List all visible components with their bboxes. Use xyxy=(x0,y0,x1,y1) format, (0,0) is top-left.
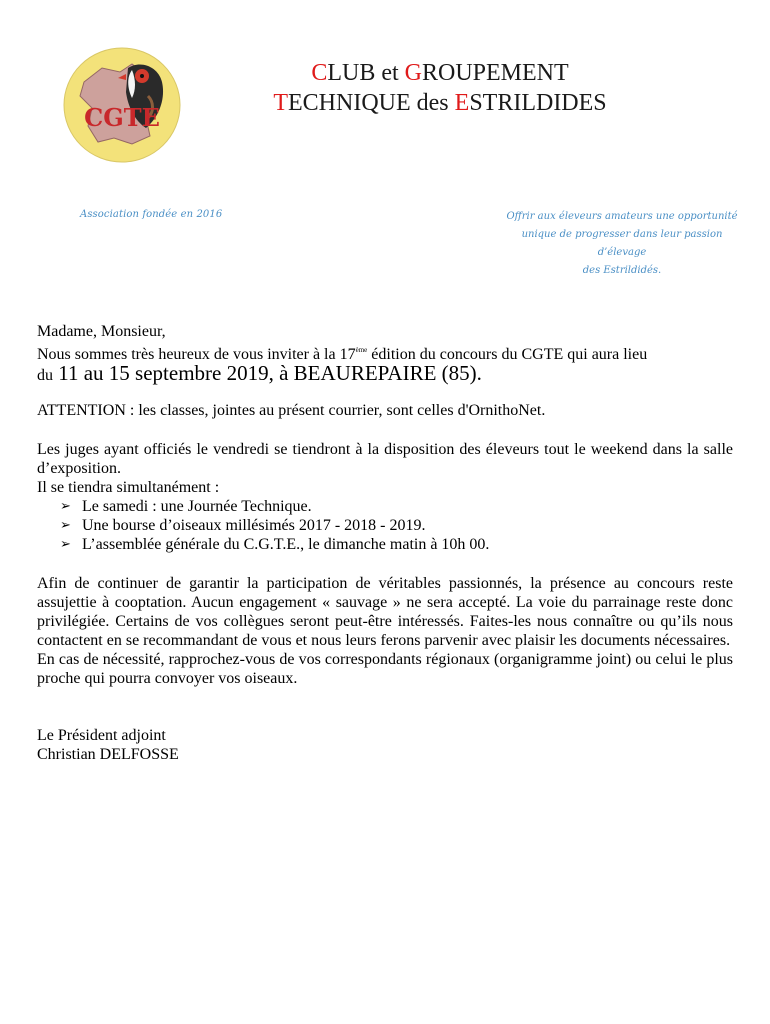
mission-statement xyxy=(497,208,747,280)
intro-text: Nous sommes très heureux de vous inviter à la 17 xyxy=(37,346,356,363)
title-line-2 xyxy=(190,88,690,118)
arrowhead-bullet-icon: ➢ xyxy=(60,537,71,552)
mission-line: des Estrildidés. xyxy=(582,265,662,276)
letter-body xyxy=(37,322,733,764)
arrowhead-bullet-icon: ➢ xyxy=(60,518,71,533)
ordinal-superscript: ème xyxy=(355,346,368,354)
title-initial-letter: T xyxy=(273,90,288,116)
judges-paragraph: Les juges ayant officiés le vendredi se tiendront à la disposition des éleveurs tout le weekend dans la salle d’exposition. xyxy=(37,441,733,477)
title-line-1 xyxy=(190,58,690,88)
signature-title: Le Président adjoint xyxy=(37,727,166,744)
cgte-logo xyxy=(62,46,182,164)
mission-line: unique de progresser dans leur passion d’élevage xyxy=(521,229,723,258)
club-title xyxy=(190,58,690,118)
title-initial-letter: C xyxy=(311,60,328,86)
title-initial-letter: E xyxy=(454,90,470,116)
cooptation-paragraph: Afin de continuer de garantir la participation de véritables passionnés, la présence au concours reste assujettie à cooptation. Aucun engagement « sauvage » ne sera accepté. La voie du parrainage reste donc privilégiée. Certains de vos collègues seront peut-être intéressés. Faites-les nous connaître ou qu’ils nous contactent en se recommandant de vous et nous leurs ferons parvenir avec plaisir les documents nécessaires. xyxy=(37,575,733,649)
events-list xyxy=(37,497,733,554)
event-date xyxy=(37,361,733,385)
title-initial-letter: G xyxy=(404,60,422,86)
mission-line: Offrir aux éleveurs amateurs une opportunité xyxy=(506,211,738,222)
title-text: ROUPEMENT xyxy=(422,60,569,86)
date-and-place: 11 au 15 septembre 2019, à BEAUREPAIRE (85). xyxy=(53,361,482,385)
signature-name: Christian DELFOSSE xyxy=(37,746,179,763)
intro-text-rest: édition du concours du CGTE qui aura lieu xyxy=(367,346,648,363)
title-text: LUB et xyxy=(327,60,405,86)
regional-contacts-paragraph: En cas de nécessité, rapprochez-vous de vos correspondants régionaux (organigramme joint) ou celui le plus proche qui pourra convoyer vos oiseaux. xyxy=(37,651,733,687)
simultaneous-intro: Il se tiendra simultanément : xyxy=(37,479,220,496)
date-prefix: du xyxy=(37,367,53,384)
list-item: ➢ Une bourse d’oiseaux millésimés 2017 - 2018 - 2019. xyxy=(60,517,426,534)
arrowhead-bullet-icon: ➢ xyxy=(60,499,71,514)
title-text: STRILDIDES xyxy=(469,90,607,116)
list-item: ➢ Le samedi : une Journée Technique. xyxy=(60,498,312,515)
salutation: Madame, Monsieur, xyxy=(37,323,166,340)
list-item: ➢ L’assemblée générale du C.G.T.E., le dimanche matin à 10h 00. xyxy=(60,536,490,553)
logo-text: CGTE xyxy=(84,103,160,132)
founded-note: Association fondée en 2016 xyxy=(80,209,223,220)
title-text: ECHNIQUE des xyxy=(288,90,455,116)
attention-note: ATTENTION : les classes, jointes au présent courrier, sont celles d'OrnithoNet. xyxy=(37,402,546,419)
